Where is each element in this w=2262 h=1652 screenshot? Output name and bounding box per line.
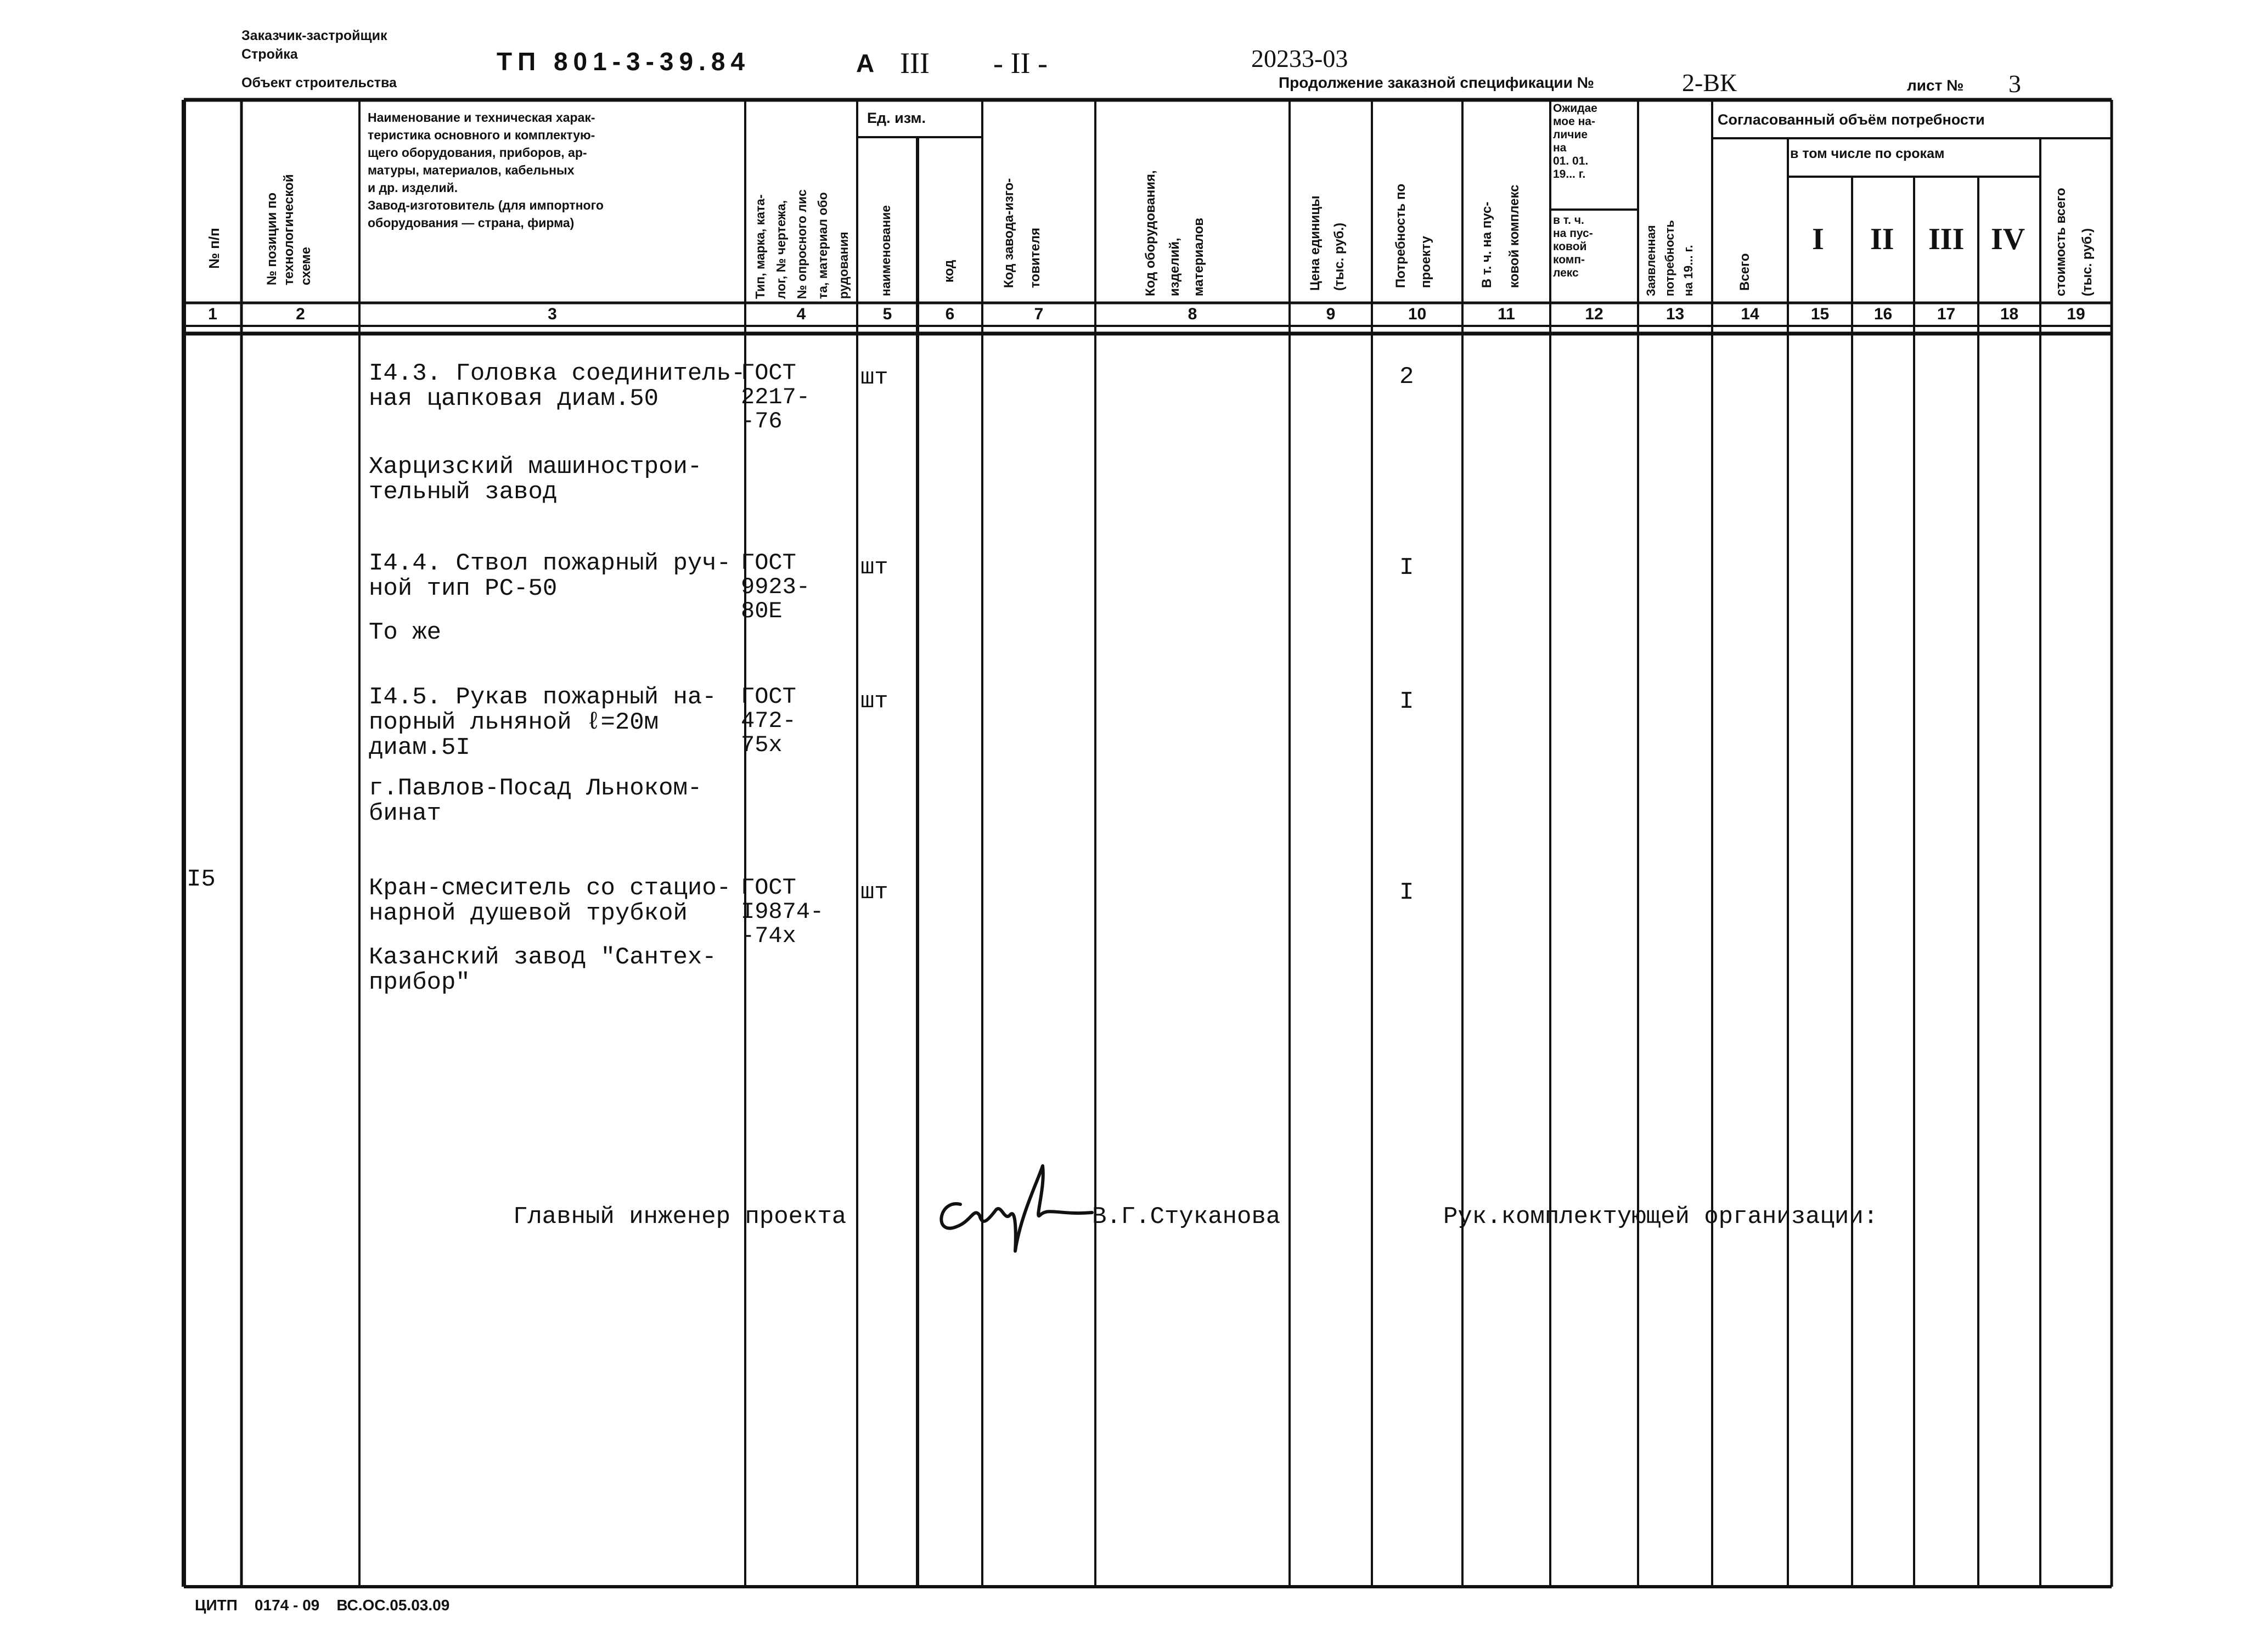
item-maker: Казанский завод "Сантех- прибор" — [369, 944, 717, 996]
col-heading-8: Код оборудования, изделий, материалов — [1143, 170, 1206, 296]
sheet-number: 3 — [2008, 70, 2021, 98]
agreed-heading: Согласованный объём потребности — [1718, 111, 1985, 128]
col-number: 13 — [1665, 305, 1685, 323]
signature-scribble — [927, 1155, 1109, 1259]
item-unit: шт — [860, 688, 888, 714]
col-heading-1: № п/п — [206, 228, 222, 269]
col-number: 9 — [1326, 305, 1336, 323]
col-number: 17 — [1937, 305, 1956, 323]
item-maker: г.Павлов-Посад Льноком- бинат — [369, 775, 702, 827]
item-name: I4.5. Рукав пожарный на- порный льняной ℓ=20м диам.5I — [369, 684, 717, 762]
item-quantity: I — [1399, 688, 1414, 715]
col-heading-13: Заявленная потребность на 19... г. — [1644, 220, 1695, 296]
spec-number: 2-ВК — [1682, 69, 1737, 97]
col-number: 3 — [548, 305, 557, 323]
item-type: ГОСТ I9874- -74х — [741, 875, 824, 949]
col-number: 10 — [1408, 305, 1427, 323]
item-quantity: I — [1399, 554, 1414, 582]
item-type: ГОСТ 2217- -76 — [741, 360, 811, 435]
item-type: ГОСТ 472- 75х — [741, 684, 796, 758]
project-code: ТП 801-3-39.84 — [497, 47, 751, 76]
item-name: I4.3. Головка соединитель- ная цапковая диам.50 — [369, 360, 746, 413]
col-number: 16 — [1873, 305, 1893, 323]
customer-label: Заказчик-застройщик — [241, 28, 387, 43]
document-number: 20233-03 — [1251, 44, 1348, 72]
col-number: 6 — [945, 305, 955, 323]
item-name: Кран-смеситель со стацио- нарной душевой трубкой — [369, 875, 732, 927]
item-unit: шт — [860, 554, 888, 580]
unit-group-heading: Ед. изм. — [867, 110, 926, 126]
col-heading-14: Всего — [1737, 253, 1752, 291]
col-number: 8 — [1188, 305, 1197, 323]
item-maker: То же — [369, 619, 442, 646]
col-number: 2 — [296, 305, 305, 323]
col-heading-5: наименование — [879, 205, 893, 296]
col-number: 15 — [1810, 305, 1830, 323]
site-label: Стройка — [241, 47, 298, 62]
col-heading-19: стоимость всего (тыс. руб.) — [2053, 188, 2095, 296]
quarter-3-heading: III — [1928, 222, 1965, 256]
col-number: 12 — [1585, 305, 1603, 323]
album-label: А — [856, 49, 880, 77]
col-number: 5 — [882, 305, 892, 323]
item-quantity: I — [1399, 879, 1414, 906]
col-heading-2: № позиции по технологической схеме — [265, 174, 313, 285]
col-heading-6: код — [942, 260, 956, 283]
quarter-2-heading: II — [1870, 222, 1894, 256]
col-heading-12-expected: Ожидае мое на- личие на 01. 01. 19... г. — [1553, 102, 1597, 181]
col-heading-7: Код завода-изго- товителя — [1001, 178, 1043, 288]
col-number: 4 — [796, 305, 806, 323]
position-number: I5 — [187, 866, 216, 893]
col-number: 14 — [1741, 305, 1759, 323]
item-quantity: 2 — [1399, 363, 1414, 391]
col-heading-11: В т. ч. на пус- ковой комплекс — [1479, 184, 1522, 288]
object-label: Объект строительства — [241, 75, 397, 91]
col-number: 11 — [1498, 305, 1515, 323]
col-heading-3: Наименование и техническая харак- теристика основного и комплектую- щего оборудования, приборов, ар- матуры, материалов, кабельных и др. изделий. Завод-изготовитель (для импортного оборудования — страна, фирма) — [368, 110, 604, 230]
chief-engineer-label: Главный инженер проекта — [513, 1203, 847, 1231]
col-number: 18 — [2000, 305, 2019, 323]
col-number: 7 — [1034, 305, 1044, 323]
item-name: I4.4. Ствол пожарный руч- ной тип РС-50 — [369, 550, 732, 602]
item-unit: шт — [860, 879, 888, 905]
quarter-4-heading: IV — [1991, 222, 2025, 256]
quarter-1-heading: I — [1812, 222, 1824, 256]
album-number: III — [900, 47, 930, 80]
col-heading-4: Тип, марка, ката- лог, № чертежа, № опросного лис та, материал обо рудования — [753, 189, 851, 299]
col-number: 1 — [208, 305, 217, 323]
chief-engineer-name: В.Г.Стуканова — [1092, 1203, 1281, 1231]
by-terms-heading: в том числе по срокам — [1790, 146, 1945, 161]
footer-stamp: ЦИТП 0174 - 09 ВС.ОС.05.03.09 — [195, 1597, 450, 1614]
col-heading-9: Цена единицы (тыс. руб.) — [1308, 195, 1347, 291]
section-number: - II - — [993, 47, 1048, 80]
item-maker: Харцизский машинострои- тельный завод — [369, 453, 702, 506]
item-unit: шт — [860, 364, 888, 391]
supply-head-label: Рук.комплектующей организации: — [1443, 1203, 1878, 1231]
col-heading-10: Потребность по проекту — [1393, 183, 1433, 288]
col-number: 19 — [2067, 305, 2085, 323]
col-heading-12-start: в т. ч. на пус- ковой комп- лекс — [1553, 214, 1593, 279]
sheet-label: лист № — [1907, 77, 1964, 94]
item-type: ГОСТ 9923- 80Е — [741, 550, 811, 624]
continuation-label: Продолжение заказной спецификации № — [1279, 74, 1594, 91]
